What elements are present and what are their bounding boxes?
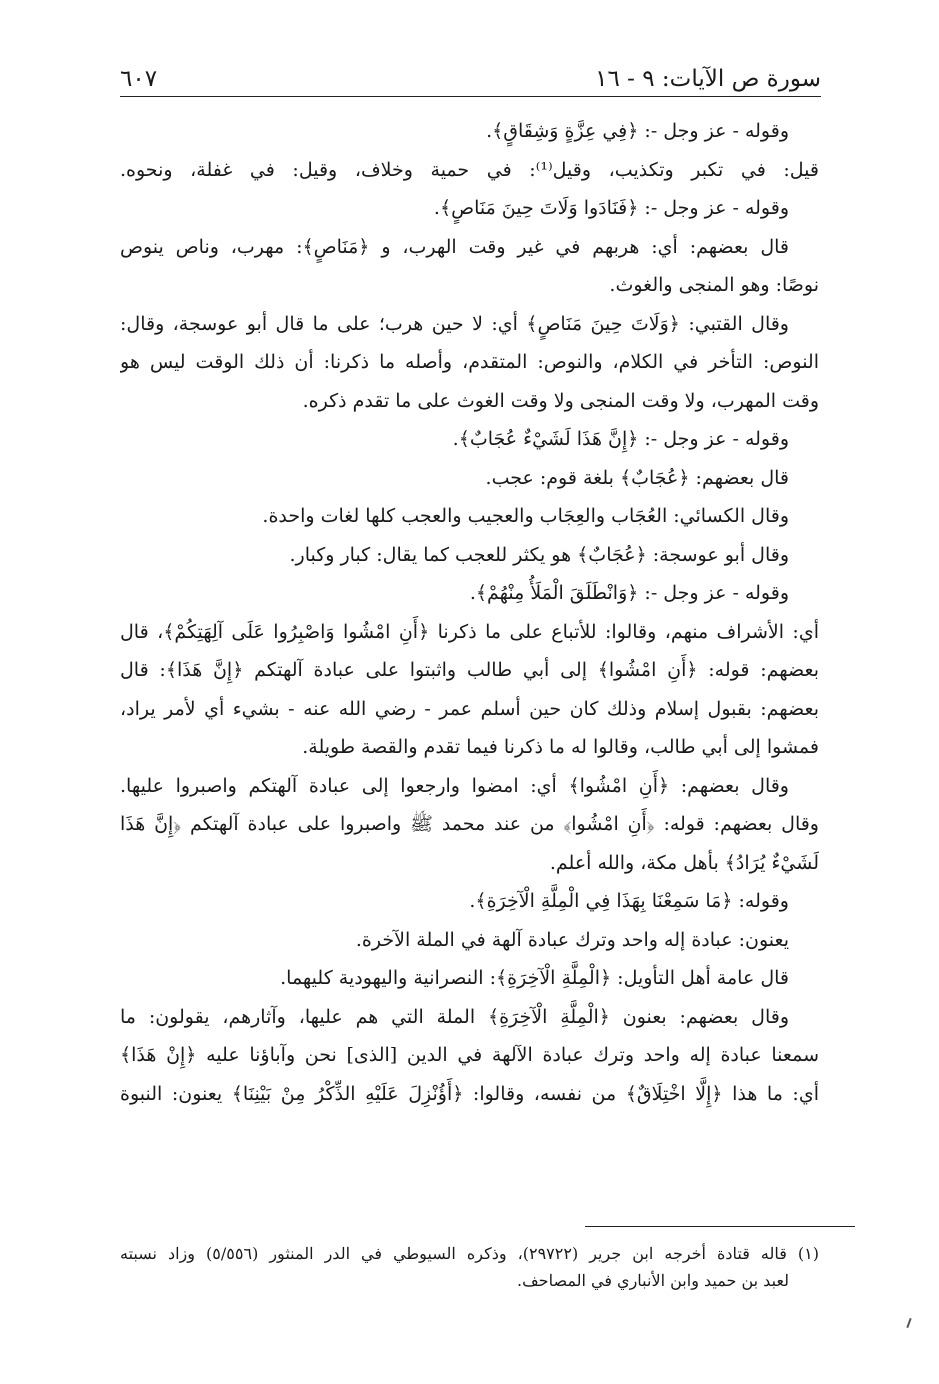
text-line: أي: ما هذا ﴿إِلَّا اخْتِلَاقٌ﴾ من نفسه، وقالوا: ﴿أَؤُنْزِلَ عَلَيْهِ الذِّكْرُ مِنْ بَيْنِنَا﴾ يعنون: النبوة (120, 1082, 819, 1105)
footnotes (120, 1240, 819, 1294)
text-line: وقال بعضهم: بعنون ﴿الْمِلَّةِ الْآخِرَةِ﴾ الملة التي هم عليها، وآثارهم، يقولون: ما (120, 1005, 789, 1028)
text-line: بعضهم: بقبول إسلام وذلك كان حين أسلم عمر - رضي الله عنه - بشيء أي لأمر يراد، (120, 697, 819, 720)
text-line: وقت المهرب، ولا وقت المنجى ولا وقت الغوث على ما تقدم ذكره. (302, 389, 819, 412)
text-line: وقال أبو عوسجة: ﴿عُجَابٌ﴾ هو يكثر للعجب كما يقال: كبار وكبار. (289, 543, 789, 566)
text-line: وقال القتبي: ﴿وَلَاتَ حِينَ مَنَاصٍ﴾ أي: لا حين هرب؛ على ما قال أبو عوسجة، وقال: (120, 312, 789, 335)
text-line: وقال بعضهم: قوله: ﴿أَنِ امْشُوا﴾ من عند محمد ﷺ واصبروا على عبادة آلهتكم ﴿إِنَّ هَذَا (120, 813, 819, 835)
footnote-line: (١) قاله قتادة أخرجه ابن جرير (٢٩٧٢٢)، وذكره السيوطي في الدر المنثور (٥/٥٥٦) وزاد نسبته (120, 1244, 819, 1263)
text-line: وقوله: ﴿مَا سَمِعْنَا بِهَذَا فِي الْمِلَّةِ الْآخِرَةِ﴾. (469, 890, 789, 912)
page-header (120, 58, 821, 92)
main-text (120, 112, 819, 1113)
text-line: وقوله - عز وجل -: ﴿فَنَادَوا وَلَاتَ حِينَ مَنَاصٍ﴾. (433, 197, 789, 219)
page-number: ٦٠٧ (120, 66, 158, 92)
text-line: نوصًا: وهو المنجى والغوث. (609, 274, 819, 296)
margin-mark (906, 1318, 911, 1328)
text-line: بعضهم: قوله: ﴿أَنِ امْشُوا﴾ إلى أبي طالب واثبتوا على عبادة آلهتكم ﴿إِنَّ هَذَا﴾: قال (120, 659, 819, 681)
text-line: قال عامة أهل التأويل: ﴿الْمِلَّةِ الْآخِرَةِ﴾: النصرانية واليهودية كليهما. (280, 967, 789, 989)
text-line: وقوله - عز وجل -: ﴿إِنَّ هَذَا لَشَيْءٌ عُجَابٌ﴾. (452, 428, 789, 450)
footnote-divider (585, 1226, 855, 1227)
text-line: لَشَيْءٌ يُرَادُ﴾ بأهل مكة، والله أعلم. (549, 851, 819, 874)
text-line: وقوله - عز وجل -: ﴿فِي عِزَّةٍ وَشِقَاقٍ﴾. (486, 120, 789, 142)
text-line: وقوله - عز وجل -: ﴿وَانْطَلَقَ الْمَلَأُ مِنْهُمْ﴾. (469, 582, 789, 604)
header-divider (120, 96, 821, 97)
text-line: وقال بعضهم: ﴿أَنِ امْشُوا﴾ أي: امضوا وارجعوا إلى عبادة آلهتكم واصبروا عليها. (120, 774, 789, 797)
text-line: قال بعضهم: ﴿عُجَابٌ﴾ بلغة قوم: عجب. (485, 466, 789, 489)
footnote-line: لعبد بن حميد وابن الأنباري في المصاحف. (517, 1271, 789, 1290)
text-line: سمعنا عبادة إله واحد وترك عبادة الآلهة في الدين [الذى] نحن وآباؤنا عليه ﴿إِنْ هَذَا﴾ (120, 1044, 819, 1066)
text-line: فمشوا إلى أبي طالب، وقالوا له ما ذكرنا فيما تقدم والقصة طويلة. (302, 736, 819, 758)
text-line: قال بعضهم: أي: هربهم في غير وقت الهرب، و ﴿مَنَاصٍ﴾: مهرب، وناص ينوص (120, 235, 789, 258)
text-line: النوص: التأخر في الكلام، والنوص: المتقدم، وأصله ما ذكرنا: أن ذلك الوقت ليس هو (120, 351, 819, 373)
running-title: سورة ص الآيات: ٩ - ١٦ (595, 66, 821, 92)
text-line: يعنون: عبادة إله واحد وترك عبادة آلهة في الملة الآخرة. (355, 928, 789, 951)
text-line: أي: الأشراف منهم، وقالوا: للأتباع على ما ذكرنا ﴿أَنِ امْشُوا وَاصْبِرُوا عَلَى آلِهَتِكُمْ﴾، قال (120, 620, 819, 643)
text-line: قيل: في تكبر وتكذيب، وقيل⁽¹⁾: في حمية وخلاف، وقيل: في غفلة، ونحوه. (120, 158, 819, 181)
text-line: وقال الكسائي: العُجَاب والعِجَاب والعجيب والعجب كلها لغات واحدة. (262, 505, 789, 527)
